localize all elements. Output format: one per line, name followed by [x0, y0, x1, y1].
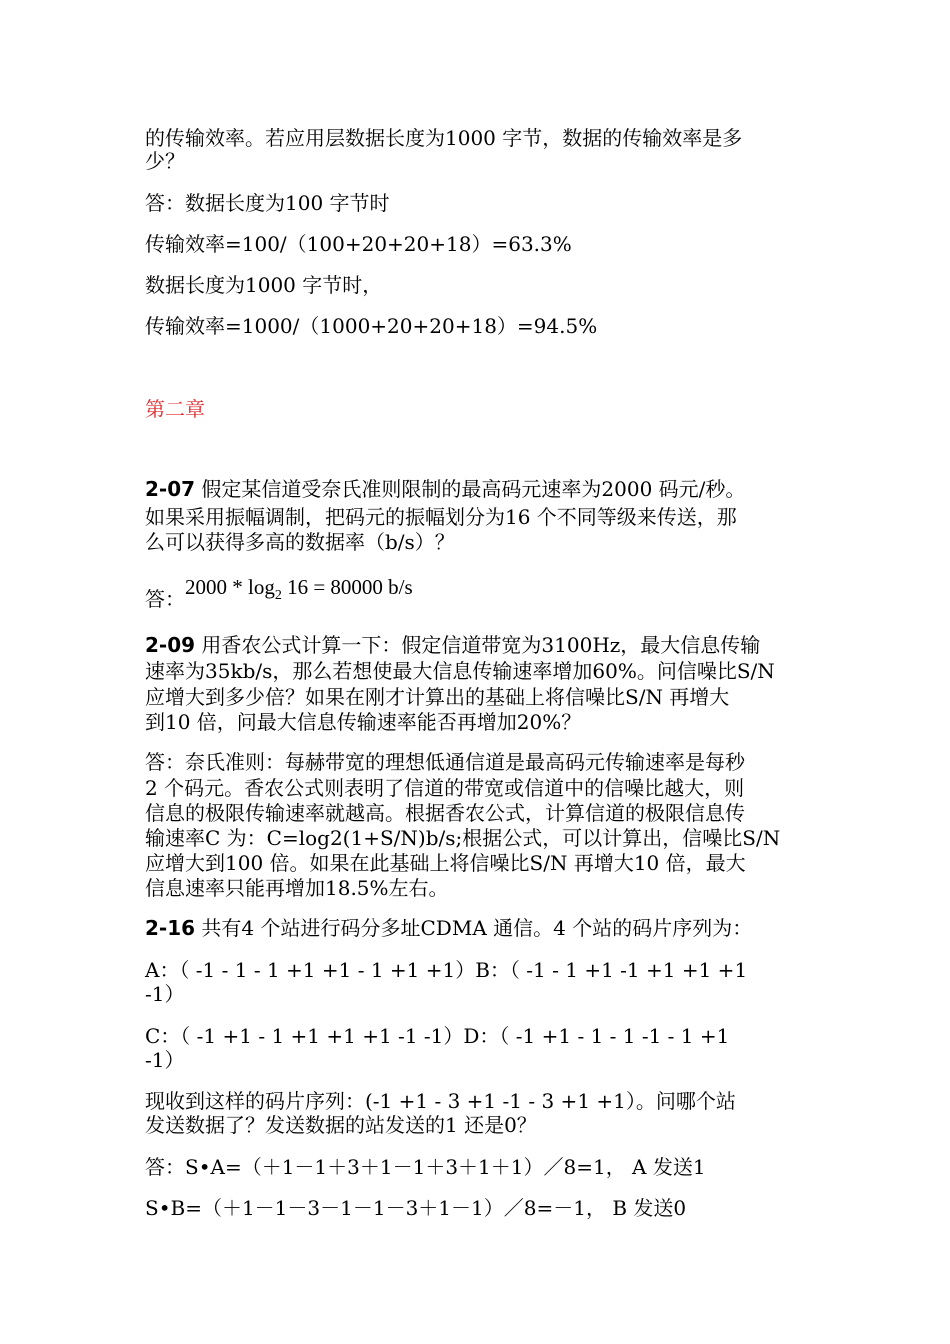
text-line: 数据长度为1000 字节时，	[145, 273, 383, 297]
question-text: 用香农公式计算一下：假定信道带宽为3100Hz，最大信息传输	[201, 633, 761, 657]
text-line: 传输效率=100/（100+20+20+18）=63.3%	[145, 232, 572, 256]
text-line: 信息的极限传输速率就越高。根据香农公式，计算信道的极限信息传	[145, 801, 745, 825]
text-line: 到10 倍，问最大信息传输速率能否再增加20%？	[145, 710, 582, 734]
question-text: 共有4 个站进行码分多址CDMA 通信。4 个站的码片序列为：	[201, 916, 753, 940]
text-line: 2 个码元。香农公式则表明了信道的带宽或信道中的信噪比越大，则	[145, 776, 745, 800]
text-line: 传输效率=1000/（1000+20+20+18）=94.5%	[145, 314, 598, 338]
formula-part: 16 = 80000 b/s	[287, 575, 413, 599]
formula	[185, 575, 413, 603]
answer-label: 答：	[145, 587, 185, 611]
text-line: 如果采用振幅调制，把码元的振幅划分为16 个不同等级来传送，那	[145, 505, 737, 529]
text-line: 速率为35kb/s，那么若想使最大信息传输速率增加60%。问信噪比S/N	[145, 659, 775, 683]
question-text: 假定某信道受奈氏准则限制的最高码元速率为2000 码元/秒。	[201, 477, 746, 501]
text-line: 么可以获得多高的数据率（b/s）？	[145, 530, 455, 554]
sequence-line: C：（ -1 +1 - 1 +1 +1 +1 -1 -1）D：（ -1 +1 - 1 - 1 -1 - 1 +1	[145, 1024, 730, 1048]
question-number: 2-16	[145, 916, 196, 940]
text-line: 应增大到100 倍。如果在此基础上将信噪比S/N 再增大10 倍，最大	[145, 851, 746, 875]
answer-line: 答：奈氏准则：每赫带宽的理想低通信道是最高码元传输速率是每秒	[145, 750, 745, 774]
chapter-heading: 第二章	[145, 397, 205, 421]
sequence-line: A：（ -1 - 1 - 1 +1 +1 - 1 +1 +1）B：（ -1 - 1 +1 -1 +1 +1 +1	[145, 958, 748, 982]
text-line: 输速率C 为：C=log2(1+S/N)b/s;根据公式，可以计算出，信噪比S/N	[145, 826, 781, 850]
question-line	[145, 474, 810, 504]
text-line: 信息速率只能再增加18.5%左右。	[145, 876, 449, 900]
question-number: 2-07	[145, 477, 196, 501]
question-number: 2-09	[145, 633, 196, 657]
sequence-line: -1）	[145, 1048, 185, 1072]
answer-line: S•B=（＋1－1－3－1－1－3＋1－1）／8=－1， B 发送0	[145, 1196, 687, 1220]
question-line	[145, 913, 810, 943]
answer-line	[145, 575, 810, 623]
formula-subscript: 2	[274, 588, 282, 603]
text-line: 少？	[145, 149, 185, 173]
sequence-line: -1）	[145, 982, 185, 1006]
answer-line: 答：数据长度为100 字节时	[145, 191, 390, 215]
text-line: 现收到这样的码片序列：(-1 +1 - 3 +1 -1 - 3 +1 +1）。问哪个站	[145, 1089, 736, 1113]
text-line: 的传输效率。若应用层数据长度为1000 字节，数据的传输效率是多	[145, 126, 743, 150]
formula-part: 2000 * log	[185, 575, 275, 599]
text-line: 应增大到多少倍？如果在刚才计算出的基础上将信噪比S/N 再增大	[145, 685, 730, 709]
answer-line: 答：S•A=（＋1－1＋3＋1－1＋3＋1＋1）／8=1， A 发送1	[145, 1155, 706, 1179]
text-line: 发送数据了？发送数据的站发送的1 还是0？	[145, 1113, 537, 1137]
